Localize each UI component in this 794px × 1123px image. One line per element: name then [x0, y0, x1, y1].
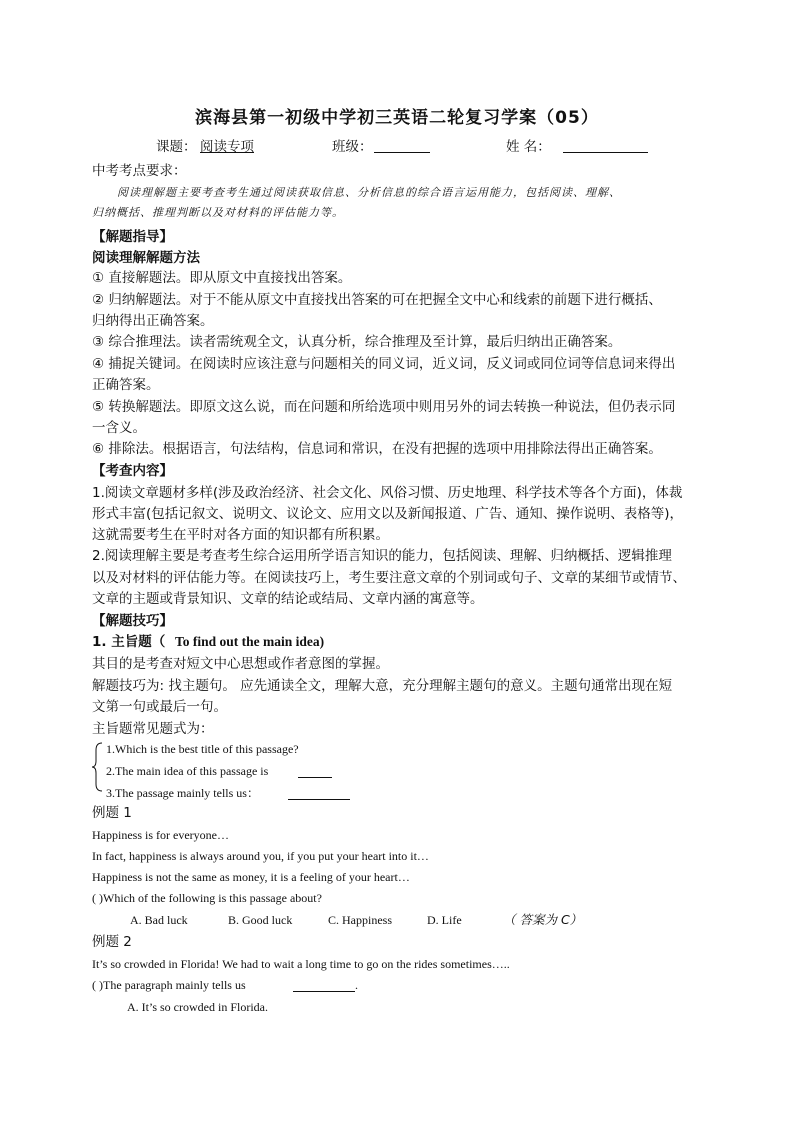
example1-question: ( )Which of the following is this passage about?	[92, 891, 322, 905]
method-item: ③ 综合推理法。读者需统观全文，认真分析，综合推理及至计算，最后归纳出正确答案。	[92, 334, 622, 350]
example1-text: In fact, happiness is always around you, if you put your heart into it…	[92, 849, 429, 863]
method-subheading: 阅读理解解题方法	[92, 250, 200, 266]
forms-label: 主旨题常见题式为：	[92, 721, 214, 737]
method-item: 归纳得出正确答案。	[92, 313, 214, 329]
type1-english-title: To find out the main idea)	[175, 634, 325, 649]
period: .	[355, 978, 358, 992]
page-title: 滨海县第一初级中学初三英语二轮复习学案（05）	[195, 108, 599, 128]
content-paragraph: 2.阅读理解主要是考查考生综合运用所学语言知识的能力，包括阅读、理解、归纳概括、逻辑推理	[92, 548, 672, 564]
content-paragraph: 形式丰富(包括记叙文、说明文、议论文、应用文以及新闻报道、广告、通知、操作说明、表格等)，	[92, 506, 684, 522]
type1-tips: 文第一句或最后一句。	[92, 699, 227, 715]
type1-number: 1. 主旨题（	[92, 634, 166, 650]
answer-blank[interactable]	[298, 763, 332, 778]
example2-question: ( )The paragraph mainly tells us	[92, 978, 246, 992]
question-form: 3.The passage mainly tells us：	[106, 786, 259, 800]
answer-blank[interactable]	[293, 977, 355, 992]
example1-text: Happiness is not the same as money, it is a feeling of your heart…	[92, 870, 410, 884]
example1-label: 例题 1	[92, 805, 132, 821]
intro-line: 归纳概括、推理判断以及对材料的评估能力等。	[92, 206, 344, 219]
topic-label: 课题：	[156, 139, 197, 155]
method-item: ① 直接解题法。即从原文中直接找出答案。	[92, 270, 352, 286]
brace-icon	[91, 742, 103, 792]
section-heading-skills: 【解题技巧】	[92, 613, 173, 629]
method-item: 正确答案。	[92, 377, 160, 393]
answer-blank[interactable]	[288, 785, 350, 800]
question-form: 2.The main idea of this passage is	[106, 764, 269, 778]
name-blank[interactable]	[563, 138, 648, 153]
type1-tips: 解题技巧为: 找主题句。 应先通读全文，理解大意，充分理解主题句的意义。主题句通常出现在短	[92, 678, 673, 694]
intro-line: 阅读理解题主要考查考生通过阅读获取信息、分析信息的综合语言运用能力，包括阅读、理解、	[117, 186, 621, 199]
example2-label: 例题 2	[92, 934, 132, 950]
method-item: ② 归纳解题法。对于不能从原文中直接找出答案的可在把握全文中心和线索的前题下进行概括、	[92, 292, 662, 308]
example1-answer: （ 答案为 C）	[503, 912, 583, 927]
intro-heading: 中考考点要求：	[92, 163, 187, 179]
option-b[interactable]: B. Good luck	[228, 913, 293, 927]
method-item: ⑥ 排除法。根据语言，句法结构，信息词和常识，在没有把握的选项中用排除法得出正确答案。	[92, 441, 662, 457]
option-c[interactable]: C. Happiness	[328, 913, 392, 927]
name-label: 姓 名：	[506, 139, 551, 155]
content-paragraph: 以及对材料的评估能力等。在阅读技巧上，考生要注意文章的个别词或句子、文章的某细节或情节、	[92, 570, 686, 586]
content-paragraph: 文章的主题或背景知识、文章的结论或结局、文章内涵的寓意等。	[92, 591, 484, 607]
type1-purpose: 其目的是考查对短文中心思想或作者意图的掌握。	[92, 656, 389, 672]
topic-value: 阅读专项	[200, 139, 254, 155]
option-a[interactable]: A. Bad luck	[130, 913, 188, 927]
method-item: ④ 捕捉关键词。在阅读时应该注意与问题相关的同义词，近义词，反义词或同位词等信息词来得出	[92, 356, 676, 372]
section-heading-guidance: 【解题指导】	[92, 229, 173, 245]
content-paragraph: 1.阅读文章题材多样(涉及政治经济、社会文化、风俗习惯、历史地理、科学技术等各个方面)，体裁	[92, 485, 683, 501]
option-d[interactable]: D. Life	[427, 913, 462, 927]
class-blank[interactable]	[374, 138, 430, 153]
section-heading-content: 【考查内容】	[92, 463, 173, 479]
content-paragraph: 这就需要考生在平时对各方面的知识都有所积累。	[92, 527, 389, 543]
class-label: 班级：	[332, 139, 373, 155]
method-item: ⑤ 转换解题法。即原文这么说，而在问题和所给选项中则用另外的词去转换一种说法，但仍表示同	[92, 399, 676, 415]
method-item: 一含义。	[92, 420, 146, 436]
option-a[interactable]: A. It’s so crowded in Florida.	[127, 1000, 268, 1014]
question-form: 1.Which is the best title of this passage?	[106, 742, 299, 756]
example1-text: Happiness is for everyone…	[92, 828, 229, 842]
example2-text: It’s so crowded in Florida! We had to wait a long time to go on the rides sometimes…..	[92, 957, 510, 971]
